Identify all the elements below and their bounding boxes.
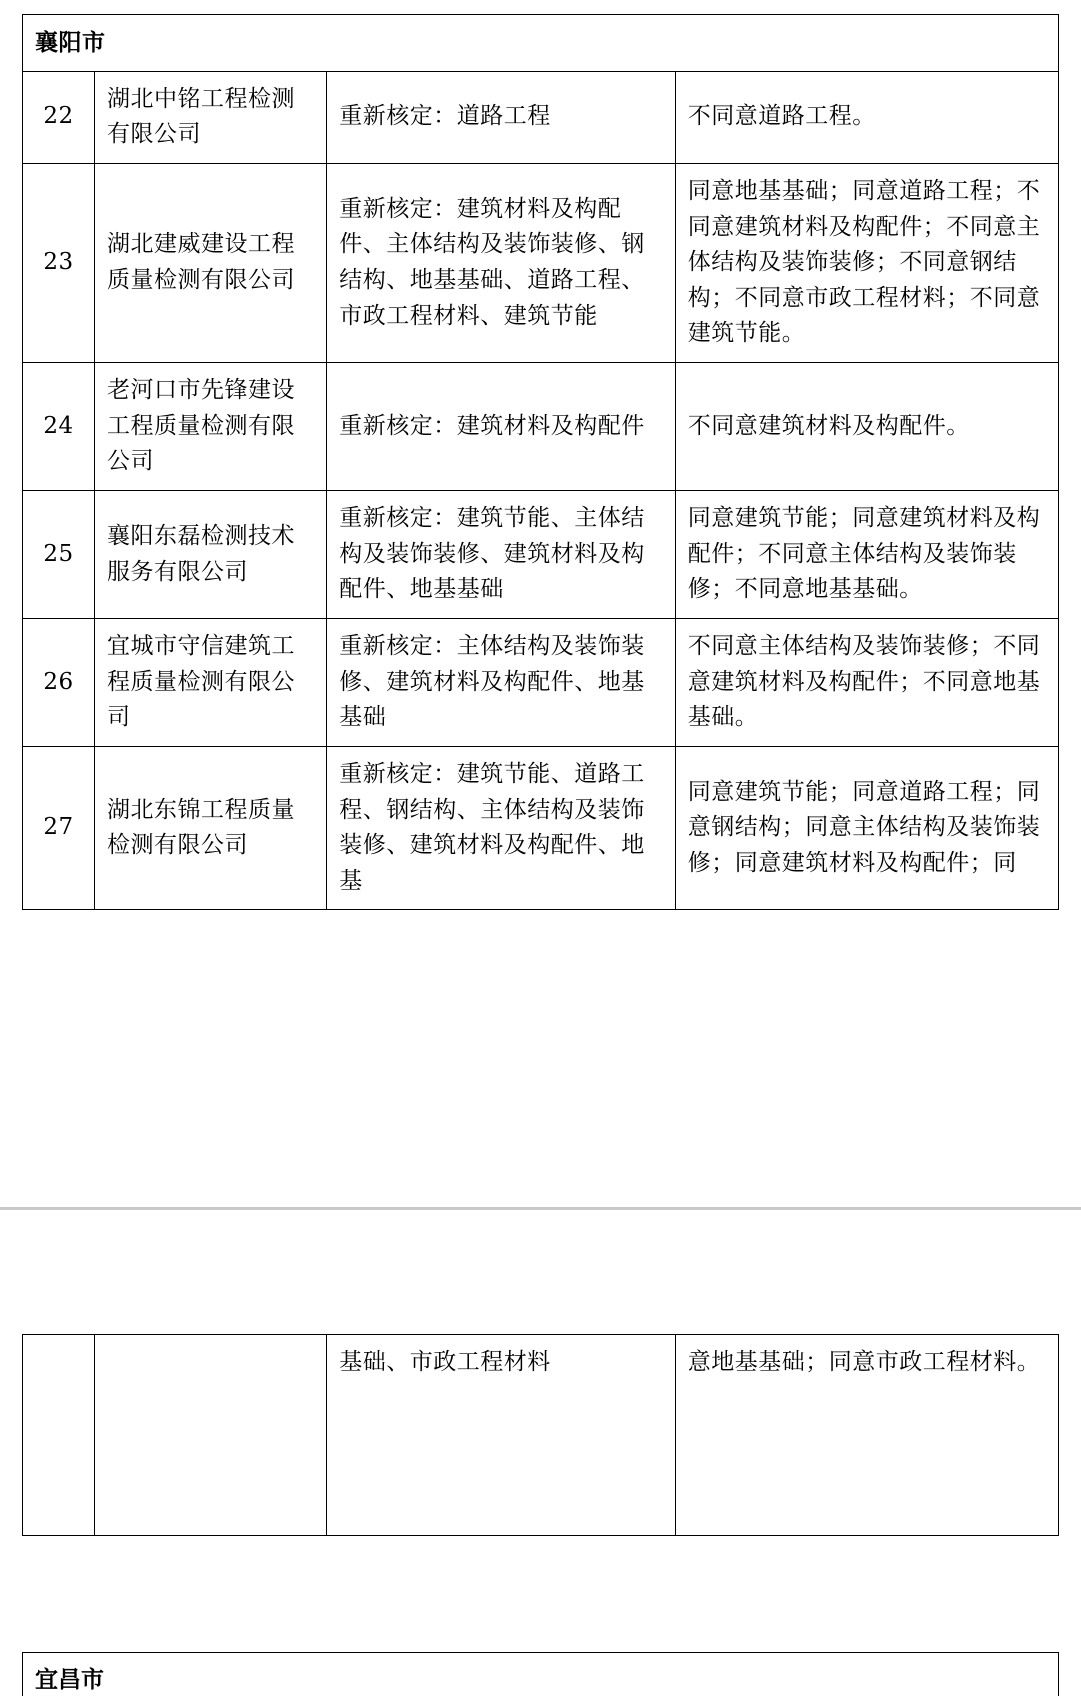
row-scope: 重新核定：建筑节能、道路工程、钢结构、主体结构及装饰装修、建筑材料及构配件、地基 [327,746,675,910]
row-result: 不同意建筑材料及构配件。 [675,363,1058,491]
table-row [23,491,1059,619]
row-result: 同意建筑节能；同意道路工程；同意钢结构；同意主体结构及装饰装修；同意建筑材料及构配件；同 [675,746,1058,910]
table-row [23,363,1059,491]
row-index [23,1335,95,1536]
row-company-name: 襄阳东磊检测技术服务有限公司 [95,491,327,619]
inspection-agency-table [22,14,1059,910]
row-index: 25 [23,491,95,619]
row-result: 同意建筑节能；同意建筑材料及构配件；不同意主体结构及装饰装修；不同意地基基础。 [675,491,1058,619]
continued-table [22,1334,1059,1536]
section-title: 襄阳市 [23,15,1059,72]
table-row [23,71,1059,163]
row-company-name: 湖北中铭工程检测有限公司 [95,71,327,163]
table-row [23,163,1059,362]
row-company-name [95,1335,327,1536]
row-result: 不同意道路工程。 [675,71,1058,163]
row-result: 不同意主体结构及装饰装修；不同意建筑材料及构配件；不同意地基基础。 [675,618,1058,746]
row-company-name: 宜城市守信建筑工程质量检测有限公司 [95,618,327,746]
row-result: 同意地基基础；同意道路工程；不同意建筑材料及构配件；不同意主体结构及装饰装修；不同意钢结构；不同意市政工程材料；不同意建筑节能。 [675,163,1058,362]
document-page [22,14,1059,910]
row-index: 24 [23,363,95,491]
table-row [23,1335,1059,1536]
continued-table-block [22,1334,1059,1536]
row-index: 22 [23,71,95,163]
table-row [23,746,1059,910]
row-scope: 重新核定：建筑材料及构配件 [327,363,675,491]
row-company-name: 老河口市先锋建设工程质量检测有限公司 [95,363,327,491]
row-scope: 基础、市政工程材料 [327,1335,675,1536]
row-result: 意地基基础；同意市政工程材料。 [675,1335,1058,1536]
bottom-section-title: 宜昌市 [22,1652,1059,1696]
table-section-header-row [23,15,1059,72]
row-company-name: 湖北东锦工程质量检测有限公司 [95,746,327,910]
row-scope: 重新核定：建筑节能、主体结构及装饰装修、建筑材料及构配件、地基基础 [327,491,675,619]
row-index: 26 [23,618,95,746]
row-scope: 重新核定：道路工程 [327,71,675,163]
row-index: 23 [23,163,95,362]
page-break-divider [0,1207,1081,1210]
row-index: 27 [23,746,95,910]
row-scope: 重新核定：建筑材料及构配件、主体结构及装饰装修、钢结构、地基基础、道路工程、市政工程材料、建筑节能 [327,163,675,362]
table-row [23,618,1059,746]
row-company-name: 湖北建威建设工程质量检测有限公司 [95,163,327,362]
row-scope: 重新核定：主体结构及装饰装修、建筑材料及构配件、地基基础 [327,618,675,746]
